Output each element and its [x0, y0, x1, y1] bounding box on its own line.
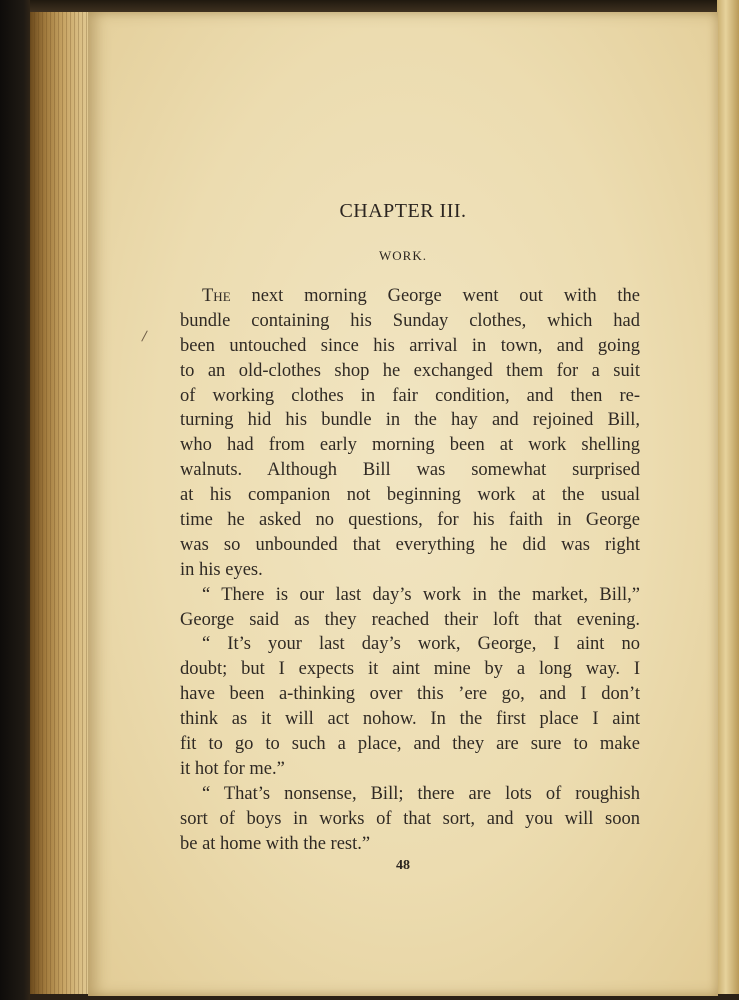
text-line: “ There is our last day’s work in the market, Bill,”	[202, 584, 640, 605]
pencil-mark	[141, 330, 148, 341]
chapter-title: CHAPTER III.	[339, 200, 467, 222]
text-line: be at home with the rest.”	[180, 833, 371, 854]
text-line: time he asked no questions, for his faith in George	[180, 510, 640, 531]
text-line: “ That’s nonsense, Bill; there are lots of roughish	[202, 783, 640, 804]
scan-background-left	[0, 0, 34, 1000]
book-cover-edge-right	[717, 0, 739, 1000]
text-line: George said as they reached their loft that evening.	[180, 609, 640, 630]
page-number: 48	[396, 858, 410, 873]
text-line: was so unbounded that everything he did was right	[180, 534, 640, 555]
text-line: fit to go to such a place, and they are sure to make	[180, 734, 640, 755]
text-line: doubt; but I expects it aint mine by a long way. I	[180, 659, 640, 680]
text-line: been untouched since his arrival in town, and going	[180, 335, 640, 356]
text-line: of working clothes in fair condition, and then re-	[180, 385, 640, 406]
text-line: think as it will act nohow. In the first place I aint	[180, 709, 640, 730]
text-line: who had from early morning been at work shelling	[180, 435, 640, 456]
text-line: sort of boys in works of that sort, and you will soon	[180, 808, 640, 829]
drop-word: The	[202, 286, 231, 306]
scan-background-top	[30, 0, 739, 12]
book-page	[88, 12, 718, 996]
text-line: bundle containing his Sunday clothes, which had	[180, 310, 640, 331]
text-line: The next morning George went out with the	[202, 286, 640, 306]
text-line: “ It’s your last day’s work, George, I aint no	[202, 634, 640, 655]
book-page-edges	[30, 0, 92, 1000]
text-line: it hot for me.”	[180, 758, 285, 779]
text-line: walnuts. Although Bill was somewhat surprised	[180, 460, 640, 481]
text-line: turning hid his bundle in the hay and rejoined Bill,	[180, 410, 640, 431]
body-text	[180, 284, 640, 856]
text-line: to an old-clothes shop he exchanged them for a suit	[180, 360, 640, 381]
text-line: at his companion not beginning work at the usual	[180, 485, 640, 506]
text-line: in his eyes.	[180, 559, 263, 580]
section-title: WORK.	[379, 248, 427, 263]
text-line: have been a-thinking over this ’ere go, and I don’t	[180, 684, 640, 705]
